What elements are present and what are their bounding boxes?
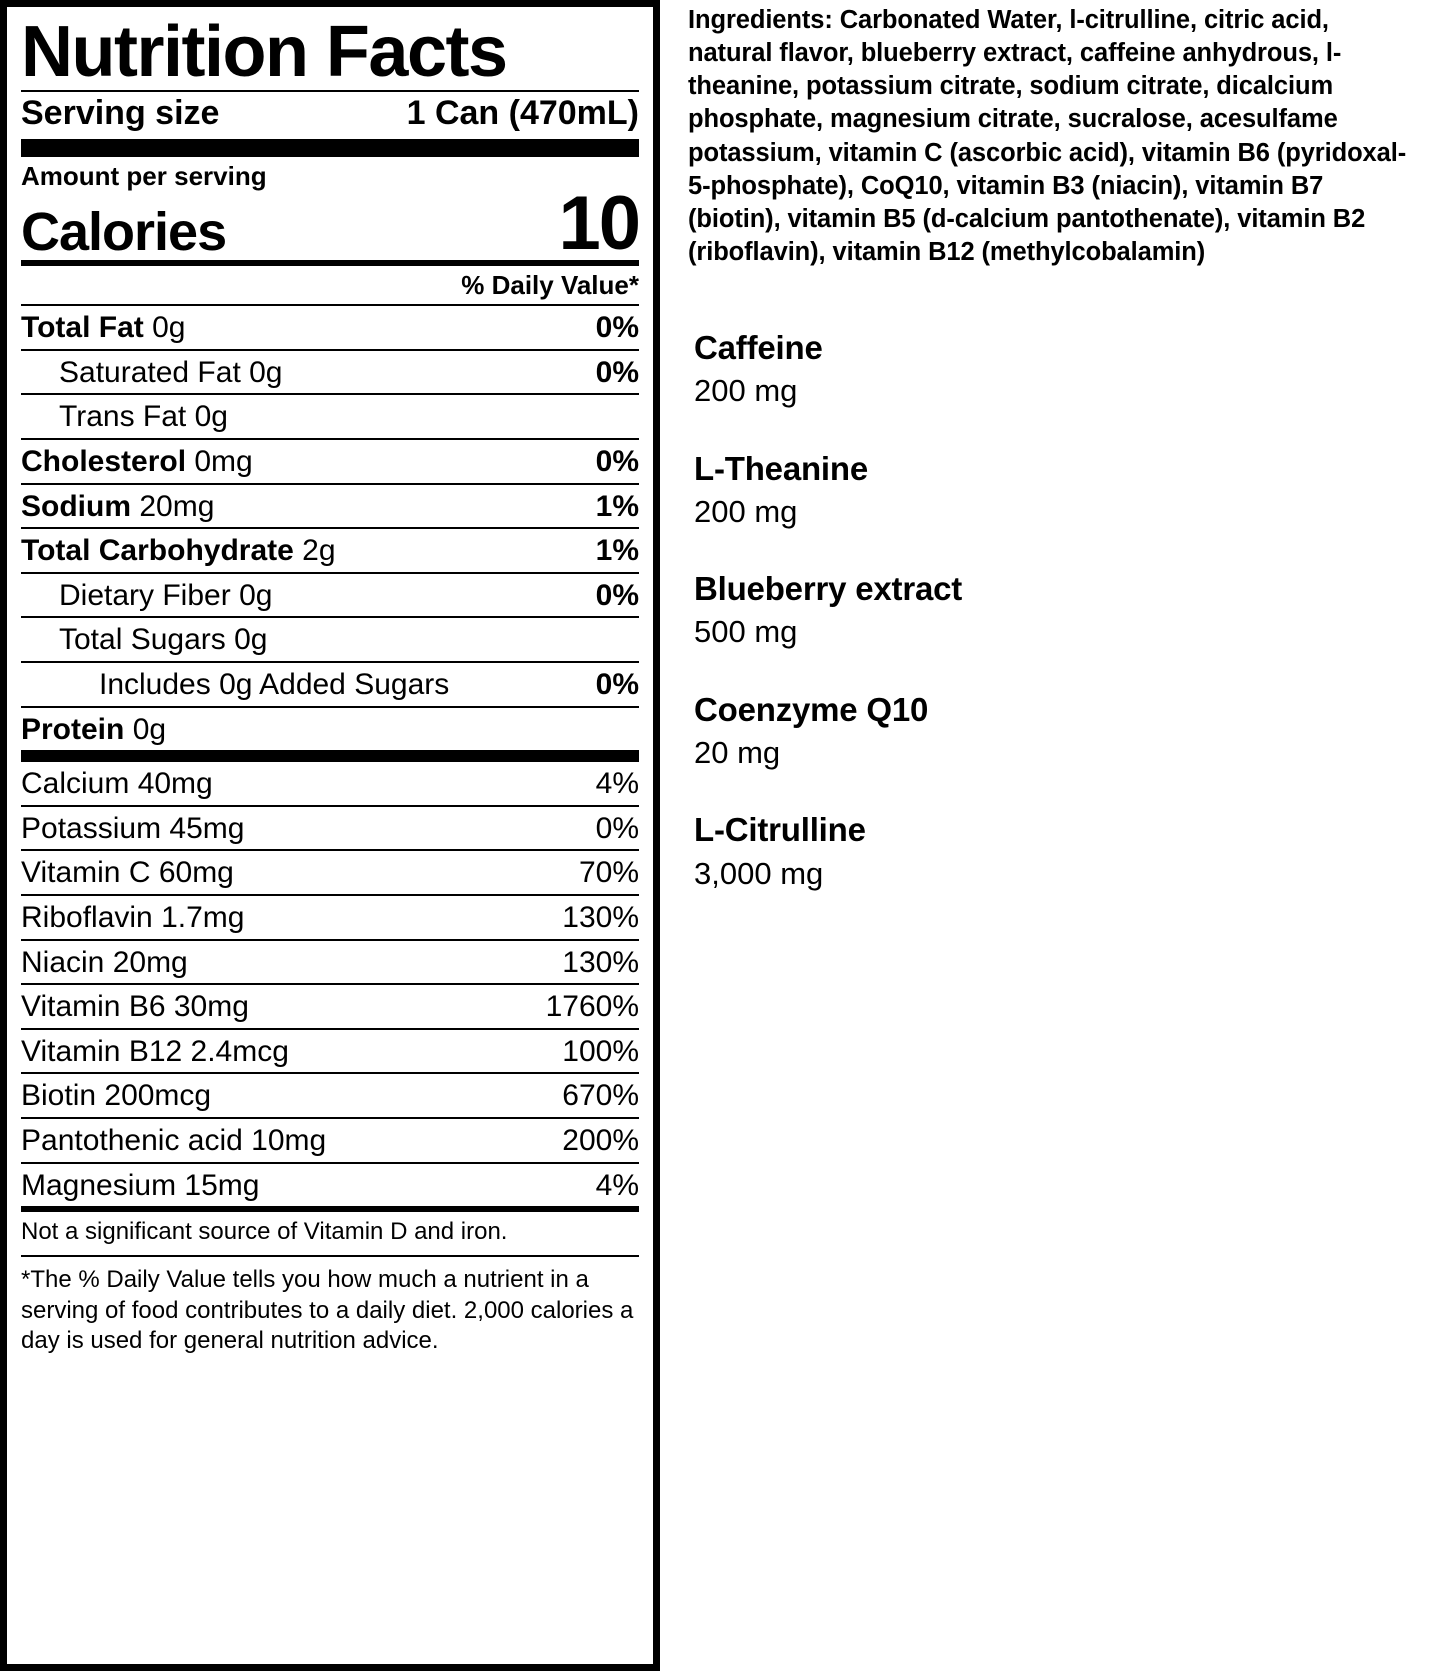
nutrient-dv: 1% xyxy=(595,489,639,523)
table-row xyxy=(21,939,639,984)
table-row xyxy=(21,483,639,528)
supplement-name: Blueberry extract xyxy=(694,570,963,608)
table-row xyxy=(21,983,639,1028)
supplement-amount: 200 mg xyxy=(694,373,798,409)
ingredients-text: Ingredients: Carbonated Water, l-citrulline, citric acid, natural flavor, blueberry extract, caffeine anhydrous, l-theanine, potassium citrate, sodium citrate, dicalcium phosphate, magnesium citrate, sucralose, acesulfame potassium, vitamin C (ascorbic acid), vitamin B6 (pyridoxal-5-phosphate), CoQ10, vitamin B3 (niacin), vitamin B7 (biotin), vitamin B5 (d-calcium pantothenate), vitamin B2 (riboflavin), vitamin B12 (methylcobalamin) xyxy=(688,6,1407,266)
nutrient-amount: 0g xyxy=(132,712,167,746)
supplement-name: Caffeine xyxy=(694,329,823,367)
table-row xyxy=(21,349,639,394)
nutrient-amount: 0g xyxy=(234,623,268,657)
table-row xyxy=(21,762,639,805)
micronutrient-label: Potassium 45mg xyxy=(21,811,245,845)
micronutrient-label: Vitamin B6 30mg xyxy=(21,990,249,1024)
calories-value: 10 xyxy=(558,180,639,266)
table-row xyxy=(21,393,639,438)
supplement-amount: 200 mg xyxy=(694,493,798,529)
table-row xyxy=(21,616,639,661)
micronutrient-label: Vitamin C 60mg xyxy=(21,856,234,890)
supplement-amount: 500 mg xyxy=(694,614,798,650)
ingredients-column xyxy=(660,0,1445,1671)
nutrient-label: Total Sugars xyxy=(59,623,226,657)
table-row xyxy=(21,1117,639,1162)
micronutrient-dv: 670% xyxy=(562,1079,639,1113)
nutrient-label: Total Carbohydrate xyxy=(21,534,294,568)
not-significant-source-note: Not a significant source of Vitamin D and iron. xyxy=(21,1218,508,1246)
calories-row xyxy=(21,180,639,266)
nutrient-dv: 1% xyxy=(595,534,639,568)
nutrient-amount: 0g xyxy=(152,311,186,345)
micronutrient-dv: 100% xyxy=(562,1034,639,1068)
table-row xyxy=(21,1028,639,1073)
nutrient-amount: 0g xyxy=(249,355,283,389)
table-row xyxy=(21,1162,639,1207)
nutrition-facts-title: Nutrition Facts xyxy=(21,12,507,92)
micronutrient-dv: 200% xyxy=(562,1123,639,1157)
table-row xyxy=(21,894,639,939)
serving-size-value: 1 Can (470mL) xyxy=(406,93,639,132)
nutrient-dv: 0% xyxy=(595,667,639,701)
table-row xyxy=(21,706,639,751)
divider-thick-2 xyxy=(21,750,639,762)
table-row xyxy=(21,849,639,894)
nutrient-amount: 0g xyxy=(239,578,273,612)
nutrient-dv: 0% xyxy=(595,311,639,345)
micronutrient-dv: 1760% xyxy=(545,990,639,1024)
nutrient-amount: 2g xyxy=(302,534,336,568)
micronutrient-label: Magnesium 15mg xyxy=(21,1168,260,1202)
calories-label: Calories xyxy=(21,201,227,262)
nutrient-label: Saturated Fat xyxy=(59,355,241,389)
daily-value-header: % Daily Value* xyxy=(461,270,639,301)
daily-value-footnote: *The % Daily Value tells you how much a nutrient in a serving of food contributes to a daily diet. 2,000 calories a day is used for general nutrition advice. xyxy=(21,1265,634,1355)
micronutrient-label: Calcium 40mg xyxy=(21,767,213,801)
amount-per-serving-label: Amount per serving xyxy=(21,160,267,191)
micronutrient-dv: 0% xyxy=(595,811,639,845)
supplement-amount: 20 mg xyxy=(694,735,781,771)
nutrient-amount: 20mg xyxy=(139,489,215,523)
micronutrient-dv: 4% xyxy=(595,767,639,801)
serving-size-row xyxy=(21,92,639,139)
table-row xyxy=(21,304,639,349)
micronutrient-label: Niacin 20mg xyxy=(21,945,188,979)
table-row xyxy=(21,527,639,572)
supplement-amount: 3,000 mg xyxy=(694,855,824,891)
table-row xyxy=(21,438,639,483)
table-row xyxy=(21,661,639,706)
table-row xyxy=(21,572,639,617)
supplement-name: Coenzyme Q10 xyxy=(694,690,929,728)
divider-thick-1 xyxy=(21,139,639,157)
micronutrient-label: Vitamin B12 2.4mcg xyxy=(21,1034,289,1068)
micronutrient-label: Biotin 200mcg xyxy=(21,1079,212,1113)
micronutrient-dv: 70% xyxy=(578,856,639,890)
micronutrient-dv: 130% xyxy=(562,945,639,979)
nutrient-dv: 0% xyxy=(595,445,639,479)
supplement-item xyxy=(694,327,1415,412)
nutrient-dv: 0% xyxy=(595,355,639,389)
supplement-item xyxy=(694,809,1415,894)
nutrient-label: Total Fat xyxy=(21,311,144,345)
micronutrient-dv: 4% xyxy=(595,1168,639,1202)
serving-size-label: Serving size xyxy=(21,93,220,132)
nutrient-label: Dietary Fiber xyxy=(59,578,231,612)
nutrient-dv: 0% xyxy=(595,578,639,612)
micronutrient-dv: 130% xyxy=(562,900,639,934)
nutrient-label: Trans Fat xyxy=(59,400,187,434)
nutrition-facts-panel xyxy=(0,0,660,1671)
supplement-name: L-Citrulline xyxy=(694,811,866,849)
micronutrient-label: Riboflavin 1.7mg xyxy=(21,900,245,934)
nutrient-label: Protein xyxy=(21,712,125,746)
micronutrient-label: Pantothenic acid 10mg xyxy=(21,1123,327,1157)
nutrient-amount: 0g xyxy=(194,400,228,434)
nutrient-label: Includes 0g Added Sugars xyxy=(99,667,450,701)
supplement-item xyxy=(694,448,1415,533)
supplement-item xyxy=(694,689,1415,774)
nutrient-amount: 0mg xyxy=(194,445,253,479)
nutrient-label: Cholesterol xyxy=(21,445,187,479)
nutrient-label: Sodium xyxy=(21,489,131,523)
table-row xyxy=(21,1072,639,1117)
supplement-name: L-Theanine xyxy=(694,449,869,487)
supplement-item xyxy=(694,568,1415,653)
table-row xyxy=(21,805,639,850)
